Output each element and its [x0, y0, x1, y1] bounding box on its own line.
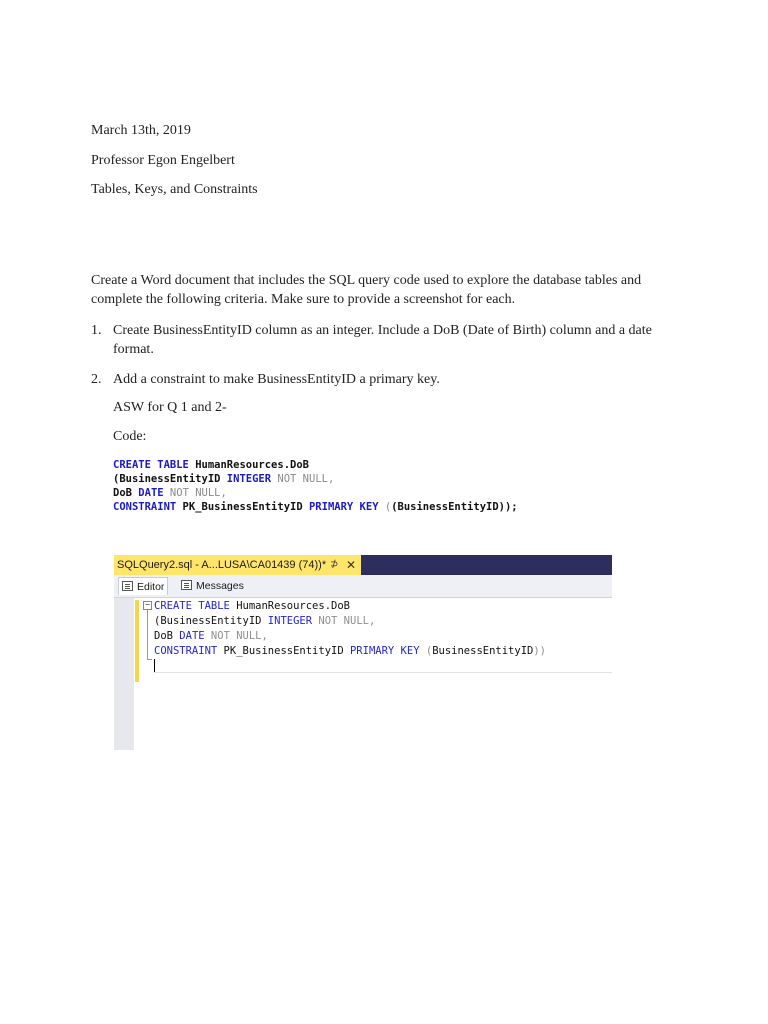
messages-tab[interactable]: [178, 577, 247, 595]
column-business-entity-id: (BusinessEntityID: [113, 473, 221, 485]
open-paren: (: [425, 645, 433, 657]
sql-code-block: CREATE TABLE HumanResources.DoB (BusinessEntityID INTEGER NOT NULL, DoB DATE NOT NULL, CONSTRAINT PK_BusinessEntityID PRIMARY KEY ((BusinessEntityID));: [113, 459, 518, 513]
code-label: Code:: [113, 429, 147, 444]
fold-line: [147, 610, 148, 660]
keyword-not-null: NOT NULL,: [277, 473, 335, 485]
keyword-primary-key: PRIMARY KEY: [349, 645, 420, 657]
answer-label: ASW for Q 1 and 2-: [113, 400, 227, 415]
keyword-constraint: CONSTRAINT: [113, 501, 177, 513]
table-name: HumanResources.DoB: [195, 459, 309, 471]
ssms-screenshot: [114, 555, 612, 750]
pin-icon[interactable]: ⊅: [330, 559, 339, 570]
editor-gutter: [114, 598, 134, 750]
column-dob: DoB: [113, 487, 132, 499]
criteria-number: 1.: [91, 323, 102, 338]
fold-line-end: [147, 659, 152, 660]
change-marker: [135, 600, 139, 682]
keyword-table: TABLE: [198, 600, 230, 612]
query-tab-title: SQLQuery2.sql - A...LUSA\CA01439 (74))*: [117, 559, 327, 571]
column-business-entity-id: (BusinessEntityID: [154, 615, 262, 627]
messages-icon: [181, 580, 192, 590]
keyword-create: CREATE: [154, 600, 192, 612]
constraint-name: PK_BusinessEntityID: [223, 645, 344, 657]
criteria-number: 2.: [91, 372, 102, 387]
document-topic: Tables, Keys, and Constraints: [91, 182, 258, 197]
query-editor[interactable]: [154, 599, 546, 659]
criteria-text: Add a constraint to make BusinessEntityID a primary key.: [113, 372, 440, 387]
keyword-primary-key: PRIMARY KEY: [308, 501, 379, 513]
keyword-table: TABLE: [157, 459, 189, 471]
keyword-not-null: NOT NULL,: [318, 615, 376, 627]
keyword-integer: INTEGER: [267, 615, 313, 627]
messages-tab-label: Messages: [196, 580, 244, 592]
query-tab[interactable]: [114, 555, 361, 575]
constraint-name: PK_BusinessEntityID: [182, 501, 303, 513]
editor-tab-label: Editor: [137, 581, 165, 593]
keyword-integer: INTEGER: [226, 473, 272, 485]
editor-tab[interactable]: [118, 577, 168, 595]
primary-key-column: (BusinessEntityID));: [391, 501, 518, 513]
table-name: HumanResources.DoB: [236, 600, 350, 612]
primary-key-column: BusinessEntityID: [432, 645, 534, 657]
keyword-not-null: NOT NULL,: [169, 487, 227, 499]
keyword-date: DATE: [179, 630, 205, 642]
editor-icon: [122, 581, 133, 591]
criteria-text: Create BusinessEntityID column as an integer. Include a DoB (Date of Birth) column and a date format.: [113, 323, 652, 357]
close-paren: )): [533, 645, 546, 657]
professor-name: Professor Egon Engelbert: [91, 153, 235, 168]
close-icon[interactable]: ✕: [346, 558, 357, 572]
keyword-not-null: NOT NULL,: [210, 630, 268, 642]
keyword-create: CREATE: [113, 459, 151, 471]
intro-paragraph: Create a Word document that includes the SQL query code used to explore the database tables and complete the following criteria. Make sure to provide a screenshot for each.: [91, 273, 642, 307]
document-date: March 13th, 2019: [91, 123, 191, 138]
collapse-icon[interactable]: −: [143, 601, 152, 610]
column-dob: DoB: [154, 630, 173, 642]
current-line-highlight: [154, 672, 612, 673]
keyword-constraint: CONSTRAINT: [154, 645, 218, 657]
text-caret: [154, 659, 155, 672]
keyword-date: DATE: [138, 487, 164, 499]
document-tab-bar: [114, 555, 612, 575]
results-toolbar: [114, 575, 612, 598]
